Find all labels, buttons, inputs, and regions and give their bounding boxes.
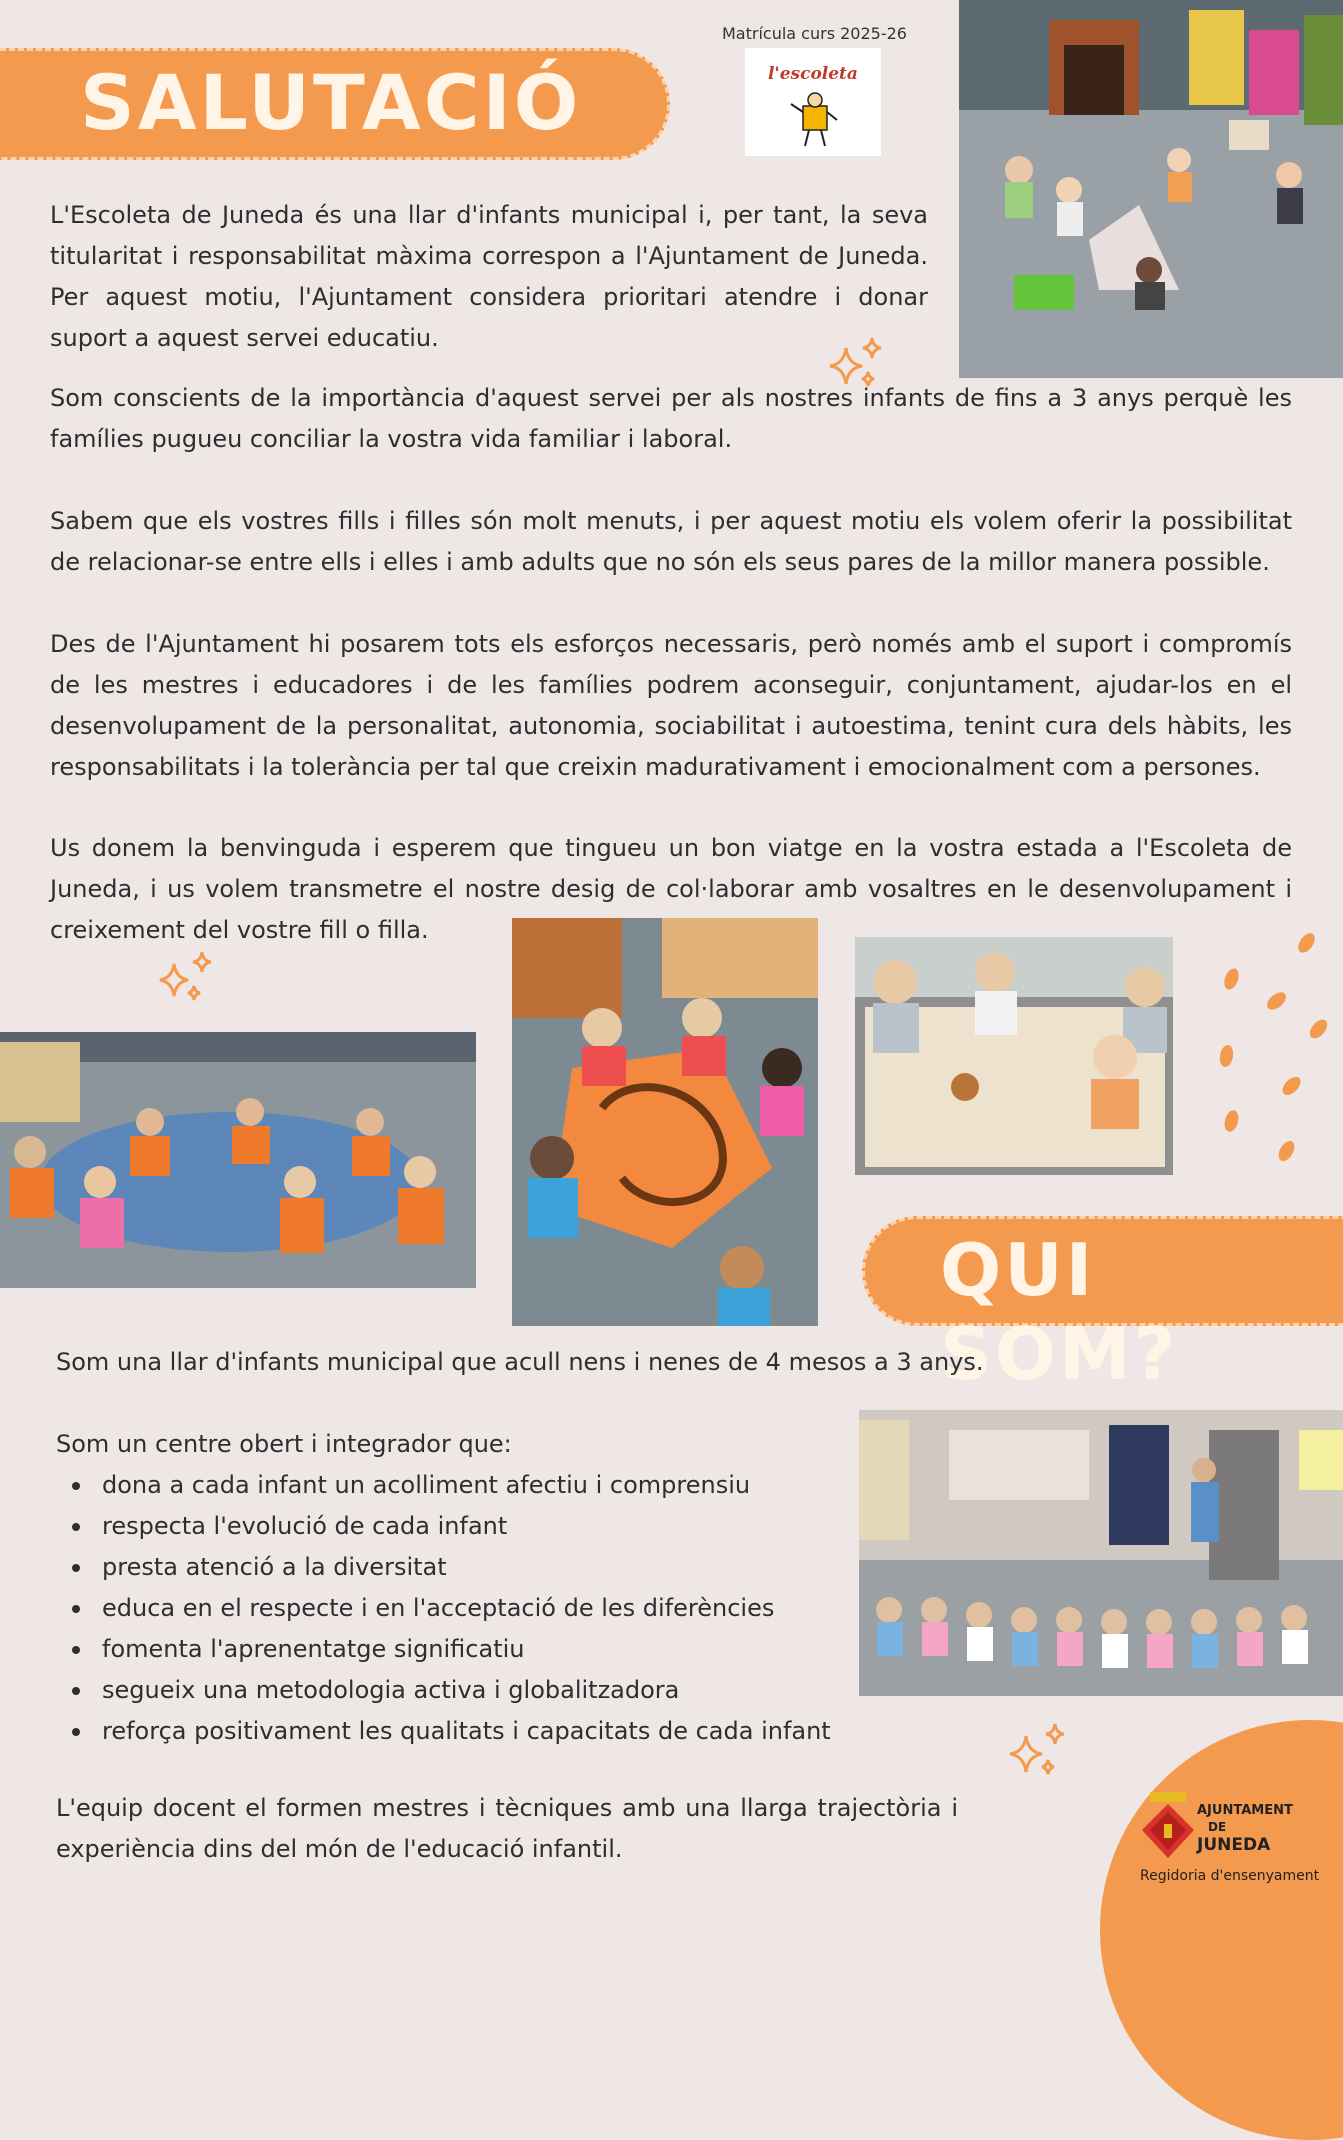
decor-dash [1295,930,1318,955]
salutacio-paragraph-1: L'Escoleta de Juneda és una llar d'infants municipal i, per tant, la seva titularitat i responsabilitat màxima correspon a l'Ajuntament de Juneda. Per aquest motiu, l'Ajuntament considera prioritari atendre i donar suport a aquest servei educatiu. [50,201,928,352]
qui-som-list [56,1465,831,1752]
escoleta-logo-text: l'escoleta [768,64,858,84]
qui-som-closing: L'equip docent el formen mestres i tècniques amb una llarga trajectòria i experiència dins del món de l'educació infantil. [56,1794,958,1863]
list-item: respecta l'evolució de cada infant [56,1506,831,1547]
child-drawing-icon [789,90,839,148]
salutacio-paragraph-2: Som conscients de la importància d'aquest servei per als nostres infants de fins a 3 anys perquè les famílies pugueu conciliar la vostra vida familiar i laboral. [50,384,1292,453]
footer-corner-shape [1100,1720,1343,2140]
list-item: segueix una metodologia activa i globalitzadora [56,1670,831,1711]
decor-dash [1264,989,1289,1013]
list-item: presta atenció a la diversitat [56,1547,831,1588]
decor-dash [1306,1016,1330,1041]
escoleta-logo [745,48,881,156]
regidoria-label: Regidoria d'ensenyament [1140,1868,1320,1884]
qui-som-intro: Som una llar d'infants municipal que acull nens i nenes de 4 mesos a 3 anys. [56,1348,984,1376]
sparkle-icon [826,336,884,394]
salutacio-paragraph-5: Us donem la benvinguda i esperem que tingueu un bon viatge en la vostra estada a l'Escoleta de Juneda, i us volem transmetre el nostre desig de col·laborar amb vosaltres en le desenvolupament i creixement del vostre fill o filla. [50,834,1292,944]
salutacio-title: SALUTACIÓ [80,58,582,147]
decor-dash [1279,1074,1304,1099]
photo-classroom-play [959,0,1343,378]
decor-dash [1222,1109,1240,1134]
ajuntament-line2: DE [1208,1820,1227,1834]
qui-som-list-intro: Som un centre obert i integrador que: [56,1430,512,1458]
sparkle-icon [158,950,216,1008]
photo-children-circle [0,1032,476,1288]
decor-dash [1222,966,1242,991]
list-item: reforça positivament les qualitats i capacitats de cada infant [56,1711,831,1752]
ajuntament-crest-icon [1140,1790,1196,1860]
salutacio-paragraph-3: Sabem que els vostres fills i filles són molt menuts, i per aquest motiu els volem oferir la possibilitat de relacionar-se entre ells i elles i amb adults que no són els seus pares de la millor manera possible. [50,507,1292,576]
photo-painting-table [512,918,818,1326]
photo-group-sitting [859,1410,1343,1696]
sparkle-icon [1008,1722,1068,1782]
ajuntament-line3: JUNEDA [1197,1835,1271,1855]
enrolment-label: Matrícula curs 2025-26 [722,24,907,43]
qui-som-title: QUI SOM? [940,1228,1179,1396]
decor-dash [1275,1138,1297,1164]
salutacio-paragraph-4: Des de l'Ajuntament hi posarem tots els esforços necessaris, però només amb el suport i compromís de les mestres i educadores i de les famílies podrem aconseguir, conjuntament, ajudar-los en el desenvolupament de la personalitat, autonomia, sociabilitat i autoestima, tenint cura dels hàbits, les responsabilitats i la tolerància per tal que creixin madurativament i emocionalment com a persones. [50,630,1292,781]
list-item: fomenta l'aprenentatge significatiu [56,1629,831,1670]
photo-sensory-tray [855,937,1173,1175]
ajuntament-line1: AJUNTAMENT [1197,1803,1293,1818]
decor-dash [1218,1044,1235,1068]
list-item: educa en el respecte i en l'acceptació de les diferències [56,1588,831,1629]
list-item: dona a cada infant un acolliment afectiu i comprensiu [56,1465,831,1506]
